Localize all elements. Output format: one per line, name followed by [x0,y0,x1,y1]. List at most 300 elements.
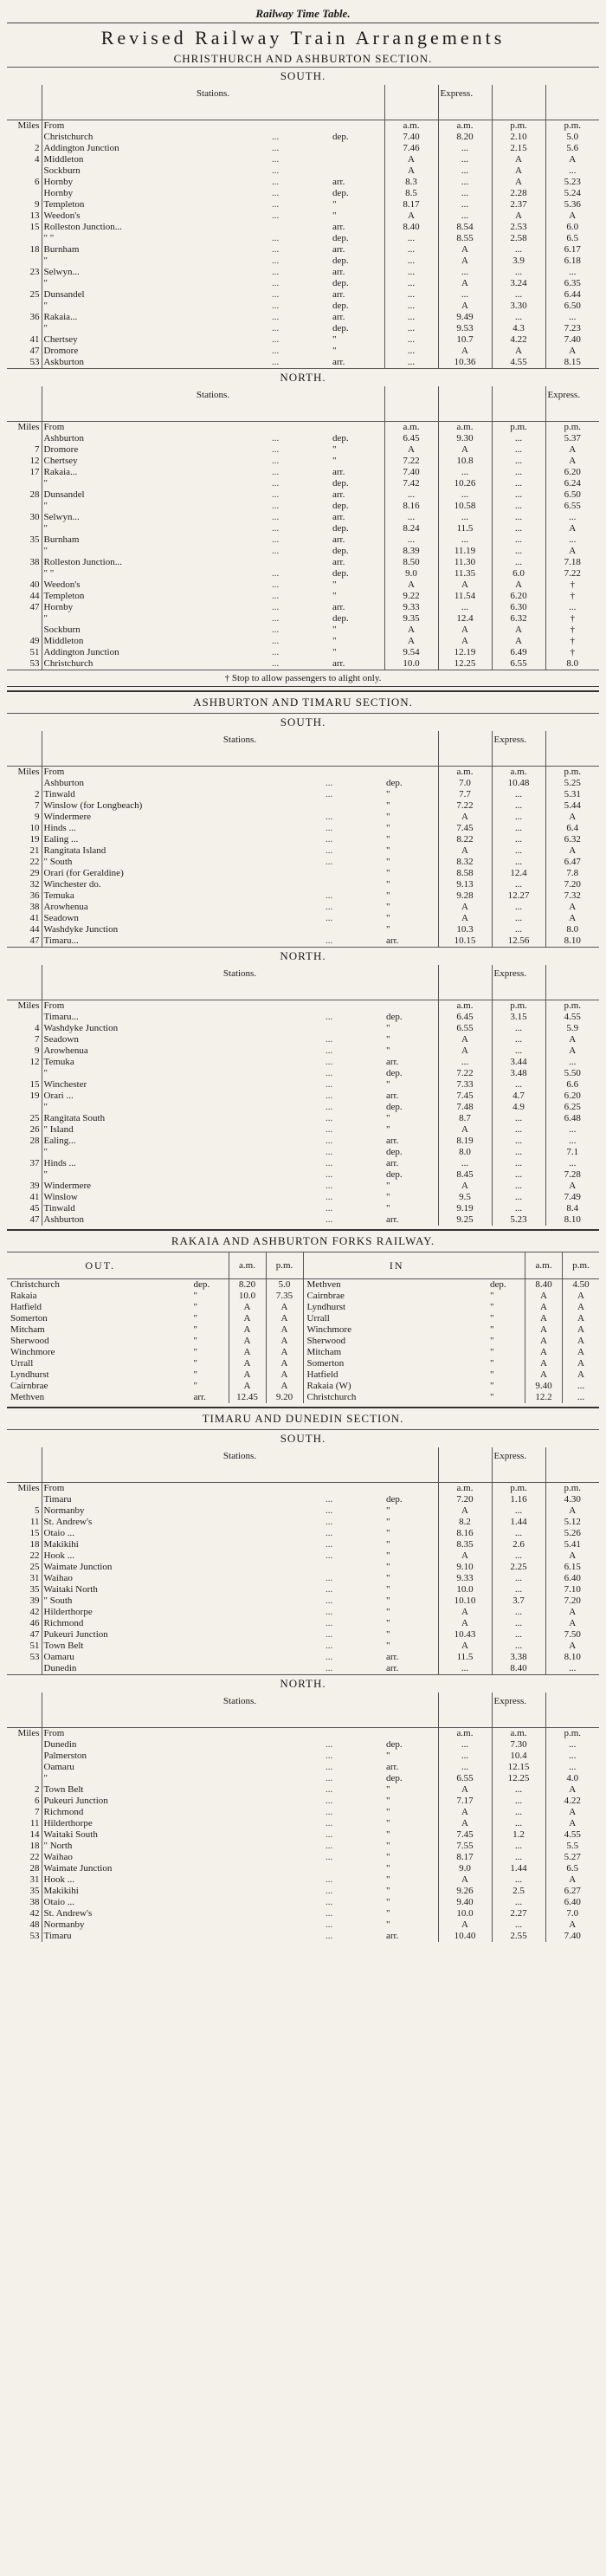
time-cell: ... [384,278,438,289]
station-name: Selwyn... [43,267,80,277]
time-cell: ... [384,357,438,368]
table-row [7,913,599,924]
leader-dots: ... [325,1102,333,1112]
time-cell: A [562,1324,599,1336]
leader-dots: ... [271,625,280,635]
leader-dots [324,868,384,879]
time-cell: ... [492,1618,545,1629]
time-cell: 7.40 [384,467,438,478]
leader-dots: ... [271,256,280,266]
time-cell: A [492,154,545,165]
footnote: † Stop to allow passengers to alight only. [7,670,599,687]
leader-dots: ... [271,478,280,489]
time-cell: 8.10 [545,1214,599,1226]
arr-dep: " [385,823,390,833]
time-cell: A [545,546,599,557]
time-unit: p.m. [562,1252,599,1278]
time-cell: ... [545,312,599,323]
arr-dep: arr. [332,289,345,300]
arr-dep: arr. [332,602,345,612]
forks-direction: OUT. [85,1259,116,1272]
time-cell: 6.55 [438,1023,492,1034]
time-cell: ... [384,323,438,334]
leader-dots: ... [325,890,333,901]
time-cell: A [562,1336,599,1347]
station-name: Makikihi [43,1886,79,1896]
timetable-sections-a [7,67,599,1226]
row-miles [7,1012,42,1023]
leader-dots: ... [325,1181,333,1191]
table-row [7,1807,599,1818]
station-name: " [43,256,48,266]
time-cell: ... [438,534,492,546]
time-cell: 3.24 [492,278,545,289]
leader-dots: ... [325,1773,333,1783]
section-title: ASHBURTON AND TIMARU SECTION. [7,690,599,713]
train-column-header [545,1693,599,1728]
station-name: Winchmore [306,1324,351,1335]
stations-header: Stations. [42,85,384,120]
station-name: Otaio ... [43,1897,74,1907]
leader-dots: ... [325,1886,333,1896]
table-row [7,1863,599,1874]
time-cell: 6.55 [438,1773,492,1784]
time-cell: 12.56 [492,935,545,947]
time-cell: 4.50 [562,1279,599,1291]
time-cell: A [525,1369,562,1381]
time-cell: 2.53 [492,222,545,233]
table-row [7,1595,599,1607]
time-cell: 3.44 [492,1057,545,1068]
leader-dots: ... [325,1796,333,1806]
time-cell: ... [438,489,492,501]
arr-dep: dep. [385,1169,403,1180]
station-name: " South [43,1595,73,1606]
table-row [7,1034,599,1045]
spacer [331,120,384,133]
leader-dots: ... [271,154,280,165]
station-name: Burnham [43,534,80,545]
station-name: Methven [306,1279,341,1290]
time-cell: ... [492,501,545,512]
time-cell: 6.45 [384,433,438,444]
time-cell: 7.48 [438,1102,492,1113]
time-cell: A [438,1641,492,1652]
spacer [384,1000,438,1013]
table-row [7,1091,599,1102]
time-cell: 9.35 [384,613,438,625]
station-name: " Island [43,1124,74,1135]
time-cell: 8.16 [384,501,438,512]
leader-dots: ... [325,1045,333,1056]
table-row [7,1751,599,1762]
time-cell: 10.40 [438,1931,492,1942]
table-row [7,789,599,800]
list-item [304,1302,600,1313]
arr-dep: " [385,1807,390,1817]
station-name: Somerton [306,1358,345,1369]
time-cell: 7.50 [545,1629,599,1641]
time-cell: 10.48 [492,778,545,789]
row-miles: 44 [7,591,42,602]
arr-dep: " [385,1595,390,1606]
time-cell: 9.19 [438,1203,492,1214]
forks-railway [7,1229,599,1403]
time-cell: ... [492,1550,545,1562]
leader-dots: ... [271,433,280,443]
time-unit: p.m. [492,422,545,434]
time-cell: 6.40 [545,1897,599,1908]
leader-dots [270,222,331,233]
leader-dots: ... [325,1192,333,1202]
list-item [7,1279,303,1291]
station-name: Sockburn [43,625,81,635]
leader-dots: ... [325,1807,333,1817]
row-miles: 53 [7,357,42,368]
station-name: Middleton [43,154,84,165]
station-name: Otaio ... [43,1528,74,1538]
station-name: Mitcham [306,1347,342,1357]
row-miles: 38 [7,902,42,913]
spacer [324,1000,384,1013]
time-cell: 4.55 [492,357,545,368]
spacer [490,1252,525,1278]
time-cell: 5.0 [266,1279,303,1291]
time-cell: A [438,1034,492,1045]
arr-dep: arr. [332,244,345,255]
row-miles: 18 [7,1539,42,1550]
time-cell: 6.40 [545,1573,599,1584]
station-name: Christchurch [43,132,93,142]
table-row [7,1641,599,1652]
time-cell: A [545,1618,599,1629]
list-item [7,1392,303,1403]
arr-dep: " [332,647,337,657]
time-cell: ... [545,165,599,177]
time-cell: 6.20 [545,467,599,478]
time-cell: ... [492,1079,545,1091]
time-cell: A [545,1874,599,1886]
station-name: Christchurch [10,1279,60,1290]
table-row [7,1618,599,1629]
leader-dots: ... [325,1169,333,1180]
time-cell: ... [492,1852,545,1863]
time-cell: 8.40 [525,1279,562,1291]
header-top: Railway Time Table. [7,5,599,23]
row-miles: 31 [7,1573,42,1584]
leader-dots: ... [325,1517,333,1527]
time-cell: 10.8 [438,456,492,467]
arr-dep: " [385,834,390,845]
leader-dots: ... [271,579,280,590]
leader-dots: ... [325,1068,333,1078]
arr-dep: " [332,444,337,455]
time-cell: ... [492,1169,545,1181]
time-cell: A [492,210,545,222]
station-name: Mitcham [10,1324,45,1335]
arr-dep: " [385,1517,390,1527]
list-item [304,1336,600,1347]
time-cell: ... [492,478,545,489]
time-cell: 6.55 [545,501,599,512]
leader-dots: ... [325,1034,333,1045]
arr-dep: " [332,199,337,210]
row-miles [7,188,42,199]
arr-dep: arr. [332,467,345,477]
time-cell: 9.5 [438,1192,492,1203]
time-cell: A [545,1045,599,1057]
time-cell: 2.25 [492,1562,545,1573]
time-cell: ... [492,1584,545,1595]
station-name: " North [43,1841,73,1851]
leader-dots: ... [325,1739,333,1750]
time-cell: 8.20 [229,1279,266,1291]
leader-dots: ... [325,1641,333,1651]
table-row [7,579,599,591]
page-header [7,5,599,67]
time-cell: 7.45 [438,1091,492,1102]
table-row [7,602,599,613]
row-miles [7,233,42,244]
time-cell: 5.36 [545,199,599,210]
time-cell: A [525,1358,562,1369]
arr-dep: " [490,1392,494,1402]
list-item [7,1347,303,1358]
arr-dep: dep. [332,256,349,266]
time-cell: 10.15 [438,935,492,947]
arr-dep: " [385,1829,390,1840]
time-cell: 10.26 [438,478,492,489]
row-miles: 4 [7,154,42,165]
leader-dots [324,1562,384,1573]
arr-dep: dep. [385,1494,403,1505]
row-miles: 19 [7,834,42,845]
table-row [7,1528,599,1539]
time-cell: A [438,1181,492,1192]
row-miles: 7 [7,1034,42,1045]
station-name: Sherwood [306,1336,346,1346]
time-cell: 5.31 [545,789,599,800]
station-name: Hinds ... [43,823,76,833]
time-cell: ... [492,1147,545,1158]
row-miles: 36 [7,312,42,323]
leader-dots: ... [271,613,280,624]
station-name: Arowhenua [43,1045,88,1056]
time-unit: a.m. [492,767,545,779]
spacer [384,1483,438,1495]
table-row [7,1136,599,1147]
arr-dep: " [490,1324,494,1335]
section-title: TIMARU AND DUNEDIN SECTION. [7,1407,599,1429]
row-miles: 38 [7,1897,42,1908]
station-name: Dromore [43,444,79,455]
station-name: Addington Junction [43,143,119,153]
table-row [7,1169,599,1181]
station-name: Rolleston Junction... [43,557,122,567]
arr-dep: arr. [385,1136,399,1146]
train-column-header: Express. [492,731,545,767]
time-cell: 3.15 [492,1012,545,1023]
table-row [7,1818,599,1829]
leader-dots: ... [271,289,280,300]
time-cell: 10.43 [438,1629,492,1641]
table-row [7,1539,599,1550]
table-row [7,1919,599,1931]
station-name: Lyndhurst [306,1302,346,1312]
table-row [7,800,599,812]
arr-dep: " [385,1192,390,1202]
station-name: Methven [10,1392,45,1402]
arr-dep: arr. [385,1091,399,1101]
leader-dots: ... [325,1629,333,1640]
time-cell: A [266,1369,303,1381]
arr-dep: arr. [332,222,345,232]
time-cell: ... [492,1629,545,1641]
time-cell: A [266,1324,303,1336]
table-row [7,879,599,890]
direction-label: SOUTH. [7,713,599,731]
time-cell: 11.5 [438,523,492,534]
arr-dep: " [193,1381,197,1391]
row-miles: 25 [7,1562,42,1573]
time-cell: 8.17 [384,199,438,210]
train-column-header [492,386,545,422]
row-miles [7,1102,42,1113]
time-cell: A [229,1347,266,1358]
time-cell: 7.8 [545,868,599,879]
row-miles: 44 [7,924,42,935]
list-item [7,1358,303,1369]
table-row [7,301,599,312]
row-miles: 47 [7,935,42,947]
row-miles [7,625,42,636]
leader-dots: ... [325,902,333,912]
time-cell: 6.20 [492,591,545,602]
station-name: Temuka [43,890,74,901]
time-cell: A [525,1313,562,1324]
arr-dep: " [490,1291,494,1301]
spacer [324,767,384,779]
table-row [7,812,599,823]
arr-dep: arr. [385,1663,399,1673]
time-cell: 4.55 [545,1829,599,1841]
row-miles: 2 [7,789,42,800]
time-cell: ... [438,289,492,301]
time-cell: 6.47 [545,857,599,868]
train-column-header [545,731,599,767]
time-cell: 2.5 [492,1886,545,1897]
leader-dots: ... [271,165,280,176]
time-cell: ... [492,289,545,301]
station-name: Waimate Junction [43,1863,113,1874]
table-row [7,935,599,947]
time-cell: 5.23 [545,177,599,188]
station-name: St. Andrew's [43,1908,93,1919]
time-unit: a.m. [438,422,492,434]
time-cell: 6.35 [545,278,599,289]
row-miles [7,778,42,789]
spacer [384,767,438,779]
station-name: Waihao [43,1852,73,1862]
arr-dep: " [385,1841,390,1851]
time-cell: 6.27 [545,1886,599,1897]
time-cell: A [492,177,545,188]
station-name: Timaru [43,1494,72,1505]
station-name: Christchurch [306,1392,357,1402]
leader-dots: ... [271,546,280,556]
table-row [7,568,599,579]
time-cell: ... [384,346,438,357]
row-miles: 13 [7,210,42,222]
time-cell: 7.22 [545,568,599,579]
station-name: Hornby [43,177,74,187]
table-row [7,1762,599,1773]
leader-dots: ... [271,501,280,511]
table-row [7,1852,599,1863]
time-cell: A [545,845,599,857]
time-cell: 11.19 [438,546,492,557]
table-row [7,1505,599,1517]
station-name: Dunsandel [43,289,85,300]
time-cell: 8.16 [438,1528,492,1539]
arr-dep: " [385,879,390,890]
time-cell: 9.33 [384,602,438,613]
time-cell: ... [492,1136,545,1147]
time-cell: 6.50 [545,489,599,501]
table-row [7,1158,599,1169]
miles-label: Miles [7,1483,42,1495]
leader-dots: ... [325,1762,333,1772]
time-cell: A [492,165,545,177]
arr-dep: " [385,857,390,867]
time-cell: 6.15 [545,1562,599,1573]
time-cell: 6.32 [545,834,599,845]
time-cell: 12.4 [492,868,545,879]
time-cell: 9.30 [438,433,492,444]
time-cell: ... [492,1573,545,1584]
list-item [7,1381,303,1392]
leader-dots: ... [271,523,280,534]
arr-dep: " [193,1369,197,1380]
arr-dep: " [385,1629,390,1640]
time-cell: ... [438,1739,492,1751]
time-cell: A [384,579,438,591]
time-cell: A [266,1381,303,1392]
row-miles: 22 [7,857,42,868]
list-item [7,1302,303,1313]
arr-dep: " [385,1505,390,1516]
arr-dep: dep. [385,1773,403,1783]
time-unit: p.m. [545,767,599,779]
leader-dots: ... [271,278,280,288]
time-cell: A [266,1302,303,1313]
time-cell: ... [492,523,545,534]
time-cell: 7.28 [545,1169,599,1181]
time-cell: ... [384,512,438,523]
station-name: Christchurch [43,658,93,669]
time-unit: p.m. [492,120,545,133]
time-cell: A [438,256,492,267]
time-cell: A [492,625,545,636]
arr-dep: arr. [332,312,345,322]
time-cell: 1.2 [492,1829,545,1841]
time-cell: 3.7 [492,1595,545,1607]
time-cell: 8.0 [545,658,599,670]
time-cell: A [492,346,545,357]
time-cell: 8.45 [438,1169,492,1181]
station-name: Ashburton [43,1214,84,1225]
row-miles [7,165,42,177]
